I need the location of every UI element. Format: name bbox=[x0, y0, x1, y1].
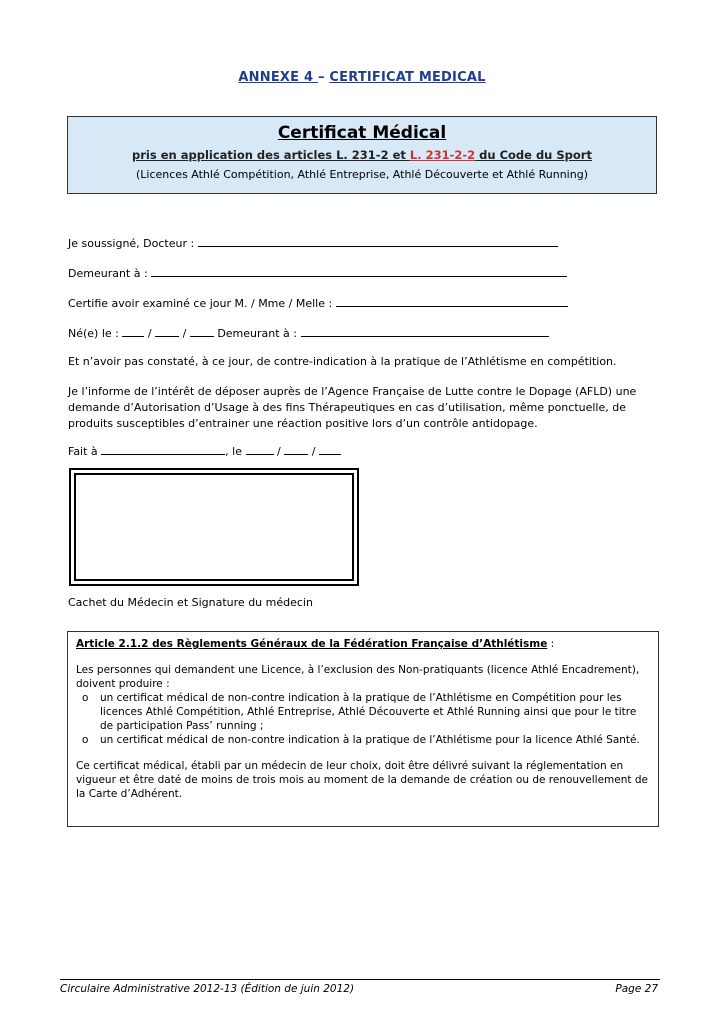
patient-address-label: Demeurant à : bbox=[217, 327, 297, 340]
doctor-row bbox=[68, 236, 558, 250]
doctor-address-row bbox=[68, 266, 567, 280]
afld-information: Je l’informe de l’intérêt de déposer auprès de l’Agence Française de Lutte contre le Dopage (AFLD) une demande d’Autorisation d’Usage à des fins Thérapeutiques en cas d’utilisation, même ponctuelle, de produits susceptibles d’entrainer une réaction positive lors d’un contrôle antidopage. bbox=[68, 385, 637, 430]
certificate-title: Certificat Médical bbox=[277, 123, 447, 143]
date-separator: / bbox=[182, 327, 187, 340]
bullet-icon: o bbox=[82, 692, 89, 704]
date-separator: / bbox=[277, 445, 281, 458]
certificate-header-box bbox=[67, 116, 657, 194]
annexe-dash: – bbox=[317, 70, 330, 85]
birth-year-field[interactable] bbox=[190, 326, 214, 337]
article-box bbox=[67, 631, 659, 827]
page-number: Page 27 bbox=[615, 983, 658, 995]
birth-row bbox=[68, 326, 549, 340]
footer-divider bbox=[60, 979, 660, 980]
doctor-label: Je soussigné, Docteur : bbox=[68, 237, 195, 250]
birth-day-field[interactable] bbox=[122, 326, 144, 337]
no-contraindication-statement: Et n’avoir pas constaté, à ce jour, de contre-indication à la pratique de l’Athlétisme en compétition. bbox=[68, 355, 617, 368]
date-day-field[interactable] bbox=[246, 444, 274, 455]
bullet-icon: o bbox=[82, 734, 89, 746]
date-separator: / bbox=[311, 445, 316, 458]
patient-address-field[interactable] bbox=[301, 326, 549, 337]
annexe-heading: CERTIFICAT MEDICAL bbox=[329, 70, 486, 85]
date-month-field[interactable] bbox=[284, 444, 308, 455]
birth-month-field[interactable] bbox=[155, 326, 179, 337]
doctor-address-field[interactable] bbox=[151, 266, 567, 277]
stamp-caption: Cachet du Médecin et Signature du médecin bbox=[68, 596, 313, 609]
list-item-text: un certificat médical de non-contre indication à la pratique de l’Athlétisme en Compétition pour les licences Athlé Compétition, Athlé Entreprise, Athlé Découverte et Athlé Running ainsi que pour le titre de participation Pass’ running ; bbox=[100, 692, 637, 732]
place-date-row bbox=[68, 444, 341, 458]
birth-label: Né(e) le : bbox=[68, 327, 119, 340]
footer-publication: Circulaire Administrative 2012-13 (Édition de juin 2012) bbox=[60, 983, 355, 995]
place-field[interactable] bbox=[101, 444, 225, 455]
list-item-text: un certificat médical de non-contre indication à la pratique de l’Athlétisme pour la licence Athlé Santé. bbox=[100, 734, 640, 746]
article-heading bbox=[76, 637, 650, 651]
list-item bbox=[76, 691, 650, 733]
annexe-prefix: ANNEXE 4 bbox=[238, 70, 318, 85]
article-title: Article 2.1.2 des Règlements Généraux de la Fédération Française d’Athlétisme bbox=[76, 638, 548, 650]
article-list bbox=[76, 691, 650, 747]
patient-name-field[interactable] bbox=[336, 296, 568, 307]
stamp-signature-box[interactable] bbox=[69, 468, 359, 586]
article-intro: Les personnes qui demandent une Licence, à l’exclusion des Non-pratiquants (licence Athlé Encadrement), doivent produire : bbox=[76, 664, 640, 690]
patient-label: Certifie avoir examiné ce jour M. / Mme / Melle : bbox=[68, 297, 333, 310]
list-item bbox=[76, 733, 650, 747]
doctor-name-field[interactable] bbox=[198, 236, 558, 247]
date-label: , le bbox=[225, 445, 242, 458]
legal-reference bbox=[68, 148, 656, 162]
legal-article-link[interactable]: L. 231-2-2 bbox=[409, 148, 476, 162]
licence-types: (Licences Athlé Compétition, Athlé Entreprise, Athlé Découverte et Athlé Running) bbox=[135, 168, 588, 181]
patient-row bbox=[68, 296, 568, 310]
stamp-inner-frame bbox=[74, 473, 354, 581]
doctor-address-label: Demeurant à : bbox=[68, 267, 148, 280]
place-label: Fait à bbox=[68, 445, 98, 458]
date-separator: / bbox=[147, 327, 152, 340]
date-year-field[interactable] bbox=[319, 444, 341, 455]
annexe-title bbox=[0, 70, 724, 85]
legal-reference-end: du Code du Sport bbox=[475, 148, 592, 162]
article-title-colon: : bbox=[547, 638, 555, 650]
article-closing: Ce certificat médical, établi par un médecin de leur choix, doit être délivré suivant la réglementation en vigueur et être daté de moins de trois mois au moment de la demande de création ou de renouvellement de la Carte d’Adhérent. bbox=[76, 760, 648, 800]
legal-reference-start: pris en application des articles L. 231-2 et bbox=[132, 148, 410, 162]
